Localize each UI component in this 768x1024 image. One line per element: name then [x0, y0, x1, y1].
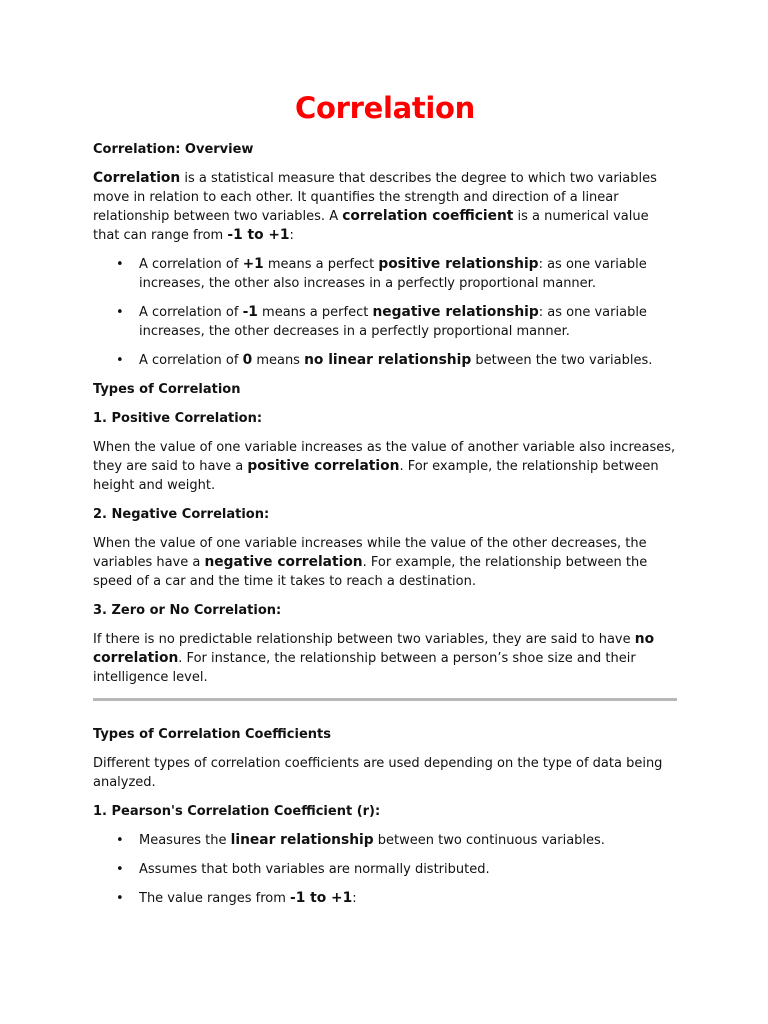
overview-term: Correlation: [93, 170, 181, 186]
document-page: [93, 88, 677, 918]
horizontal-divider: [93, 698, 677, 701]
bullet-icon: •: [116, 353, 124, 368]
pearson-list: [93, 831, 677, 908]
list-item: • Measures the linear relationship between two continuous variables.: [116, 832, 605, 848]
bullet-icon: •: [116, 891, 124, 906]
pearson-heading: 1. Pearson's Correlation Coefficient (r):: [93, 804, 381, 819]
coefficients-intro: Different types of correlation coefficients are used depending on the type of data being analyzed.: [93, 756, 663, 790]
list-item: • A correlation of -1 means a perfect negative relationship: as one variable increases, the other decreases in a perfectly proportional manner.: [116, 304, 647, 339]
document-title: Correlation: [294, 91, 476, 125]
negative-heading: 2. Negative Correlation:: [93, 507, 270, 522]
overview-colon: :: [289, 228, 294, 243]
overview-paragraph: [93, 169, 677, 245]
bullet-icon: •: [116, 862, 124, 877]
overview-term-coefficient: correlation coefficient: [342, 208, 514, 224]
bullet-icon: •: [116, 305, 124, 320]
correlation-values-list: [93, 255, 677, 370]
positive-paragraph: When the value of one variable increases as the value of another variable also increases, they are said to have a positive correlation. For example, the relationship between height and weight.: [93, 440, 676, 493]
types-heading: Types of Correlation: [93, 382, 241, 397]
list-item: • A correlation of 0 means no linear relationship between the two variables.: [116, 352, 653, 368]
coefficients-heading: Types of Correlation Coefficients: [93, 727, 331, 742]
negative-paragraph: When the value of one variable increases while the value of the other decreases, the variables have a negative correlation. For example, the relationship between the speed of a car and the time it takes to reach a destination.: [93, 536, 648, 589]
overview-heading: Correlation: Overview: [93, 142, 254, 157]
overview-text-1: is a statistical measure that describes the degree to which two variables move in relation to each other. It quantifies the strength and direction of a linear relationship between two variables. A: [93, 171, 657, 224]
overview-text-2: is a numerical value that can range from: [93, 209, 649, 243]
overview-range: -1 to +1: [227, 227, 290, 243]
bullet-icon: •: [116, 833, 124, 848]
zero-heading: 3. Zero or No Correlation:: [93, 603, 282, 618]
list-item: • Assumes that both variables are normally distributed.: [116, 862, 490, 877]
list-item: • A correlation of +1 means a perfect positive relationship: as one variable increases, the other also increases in a perfectly proportional manner.: [116, 256, 647, 291]
list-item: • The value ranges from -1 to +1:: [116, 890, 357, 906]
positive-heading: 1. Positive Correlation:: [93, 411, 263, 426]
zero-paragraph: If there is no predictable relationship between two variables, they are said to have no correlation. For instance, the relationship between a person’s shoe size and their intelligence level.: [93, 631, 655, 685]
bullet-icon: •: [116, 257, 124, 272]
